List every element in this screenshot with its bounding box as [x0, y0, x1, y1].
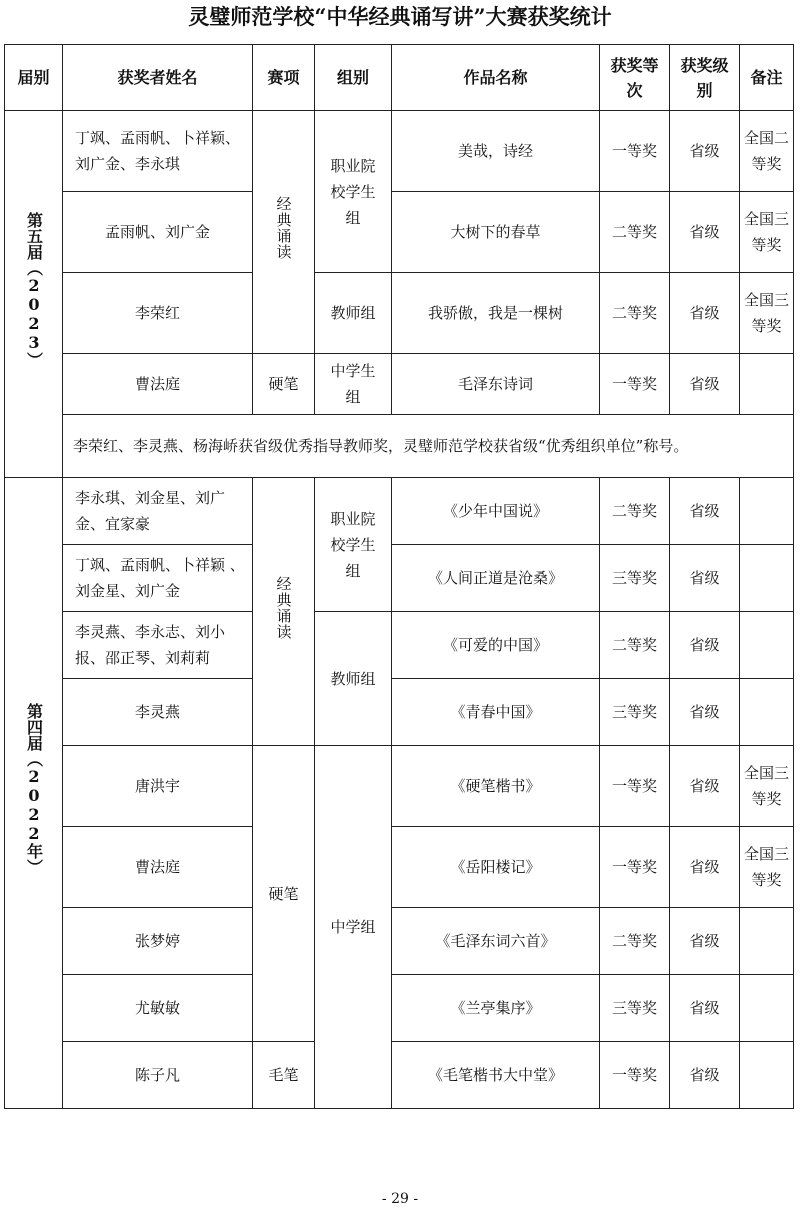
grade-cell: 三等奖	[600, 975, 670, 1042]
table-row	[5, 746, 794, 827]
event-label: 经典诵读	[274, 575, 293, 640]
group-cell: 教师组	[315, 273, 392, 354]
table-row	[5, 908, 794, 975]
grade-cell: 二等奖	[600, 908, 670, 975]
session-cell-fourth	[5, 478, 63, 1109]
table-row	[5, 192, 794, 273]
level-cell: 省级	[670, 111, 740, 192]
level-cell: 省级	[670, 545, 740, 612]
remark-cell	[740, 612, 794, 679]
winners-cell: 丁飒、孟雨帆、卜祥颖 、刘金星、刘广金	[63, 545, 253, 612]
winners-cell: 张梦婷	[63, 908, 253, 975]
work-cell: 《少年中国说》	[392, 478, 600, 545]
event-cell: 硬笔	[253, 354, 315, 415]
event-cell	[253, 111, 315, 354]
grade-cell: 二等奖	[600, 273, 670, 354]
page-title: 灵璧师范学校“中华经典诵写讲”大赛获奖统计	[188, 4, 612, 29]
header-event: 赛项	[253, 45, 315, 111]
header-session: 届别	[5, 45, 63, 111]
grade-cell: 一等奖	[600, 746, 670, 827]
remark-cell	[740, 908, 794, 975]
winners-cell: 唐洪宇	[63, 746, 253, 827]
winners-cell: 李灵燕、李永志、刘小报、邵正琴、刘莉莉	[63, 612, 253, 679]
winners-cell: 李灵燕	[63, 679, 253, 746]
group-cell: 教师组	[315, 612, 392, 746]
remark-cell: 全国三等奖	[740, 192, 794, 273]
winners-cell: 丁飒、孟雨帆、卜祥颖、刘广金、李永琪	[63, 111, 253, 192]
level-cell: 省级	[670, 746, 740, 827]
work-cell: 《可爱的中国》	[392, 612, 600, 679]
remark-cell	[740, 354, 794, 415]
winners-cell: 孟雨帆、刘广金	[63, 192, 253, 273]
winners-cell: 李荣红	[63, 273, 253, 354]
winners-cell: 尤敏敏	[63, 975, 253, 1042]
work-cell: 《毛泽东词六首》	[392, 908, 600, 975]
page-number: - 29 -	[381, 1191, 419, 1207]
work-cell: 大树下的春草	[392, 192, 600, 273]
table-row	[5, 273, 794, 354]
level-cell: 省级	[670, 1042, 740, 1109]
event-cell: 毛笔	[253, 1042, 315, 1109]
remark-cell	[740, 478, 794, 545]
remark-cell	[740, 545, 794, 612]
table-row	[5, 478, 794, 545]
work-cell: 我骄傲，我是一棵树	[392, 273, 600, 354]
table-row	[5, 111, 794, 192]
level-cell: 省级	[670, 478, 740, 545]
table-row	[5, 679, 794, 746]
winners-cell: 曹法庭	[63, 354, 253, 415]
work-cell: 《硬笔楷书》	[392, 746, 600, 827]
grade-cell: 二等奖	[600, 612, 670, 679]
header-grade: 获奖等次	[600, 45, 670, 111]
table-row	[5, 415, 794, 478]
header-group: 组别	[315, 45, 392, 111]
grade-cell: 二等奖	[600, 192, 670, 273]
remark-cell	[740, 1042, 794, 1109]
winners-cell: 曹法庭	[63, 827, 253, 908]
awards-table	[4, 44, 794, 1109]
table-row	[5, 545, 794, 612]
remark-cell	[740, 679, 794, 746]
event-label: 经典诵读	[274, 196, 293, 260]
grade-cell: 一等奖	[600, 354, 670, 415]
group-cell: 职业院校学生组	[315, 111, 392, 273]
grade-cell: 一等奖	[600, 827, 670, 908]
remark-cell: 全国三等奖	[740, 746, 794, 827]
session-label: 第五届（2023）	[24, 212, 44, 368]
work-cell: 毛泽东诗词	[392, 354, 600, 415]
level-cell: 省级	[670, 975, 740, 1042]
session-label: 第四届（2022年）	[24, 703, 44, 875]
remark-cell: 全国三等奖	[740, 273, 794, 354]
remark-cell	[740, 975, 794, 1042]
work-cell: 《岳阳楼记》	[392, 827, 600, 908]
table-row	[5, 612, 794, 679]
table-row	[5, 975, 794, 1042]
grade-cell: 一等奖	[600, 1042, 670, 1109]
header-level: 获奖级别	[670, 45, 740, 111]
level-cell: 省级	[670, 679, 740, 746]
work-cell: 《人间正道是沧桑》	[392, 545, 600, 612]
level-cell: 省级	[670, 192, 740, 273]
group-cell: 职业院校学生组	[315, 478, 392, 612]
event-cell	[253, 478, 315, 746]
table-row	[5, 827, 794, 908]
level-cell: 省级	[670, 827, 740, 908]
level-cell: 省级	[670, 908, 740, 975]
header-winners: 获奖者姓名	[63, 45, 253, 111]
grade-cell: 二等奖	[600, 478, 670, 545]
group-cell: 中学组	[315, 746, 392, 1109]
level-cell: 省级	[670, 612, 740, 679]
work-cell: 美哉，诗经	[392, 111, 600, 192]
winners-cell: 陈子凡	[63, 1042, 253, 1109]
grade-cell: 一等奖	[600, 111, 670, 192]
remark-cell: 全国三等奖	[740, 827, 794, 908]
table-row	[5, 1042, 794, 1109]
table-header-row	[5, 45, 794, 111]
event-cell: 硬笔	[253, 746, 315, 1042]
session-cell-fifth	[5, 111, 63, 478]
header-work: 作品名称	[392, 45, 600, 111]
remark-cell: 全国二等奖	[740, 111, 794, 192]
work-cell: 《毛笔楷书大中堂》	[392, 1042, 600, 1109]
group-cell: 中学生组	[315, 354, 392, 415]
level-cell: 省级	[670, 273, 740, 354]
grade-cell: 三等奖	[600, 545, 670, 612]
level-cell: 省级	[670, 354, 740, 415]
table-row	[5, 354, 794, 415]
header-remark: 备注	[740, 45, 794, 111]
note-cell: 李荣红、李灵燕、杨海峤获省级优秀指导教师奖，灵璧师范学校获省级“优秀组织单位”称号。	[63, 415, 794, 478]
work-cell: 《兰亭集序》	[392, 975, 600, 1042]
work-cell: 《青春中国》	[392, 679, 600, 746]
grade-cell: 三等奖	[600, 679, 670, 746]
winners-cell: 李永琪、刘金星、刘广金、宜家豪	[63, 478, 253, 545]
